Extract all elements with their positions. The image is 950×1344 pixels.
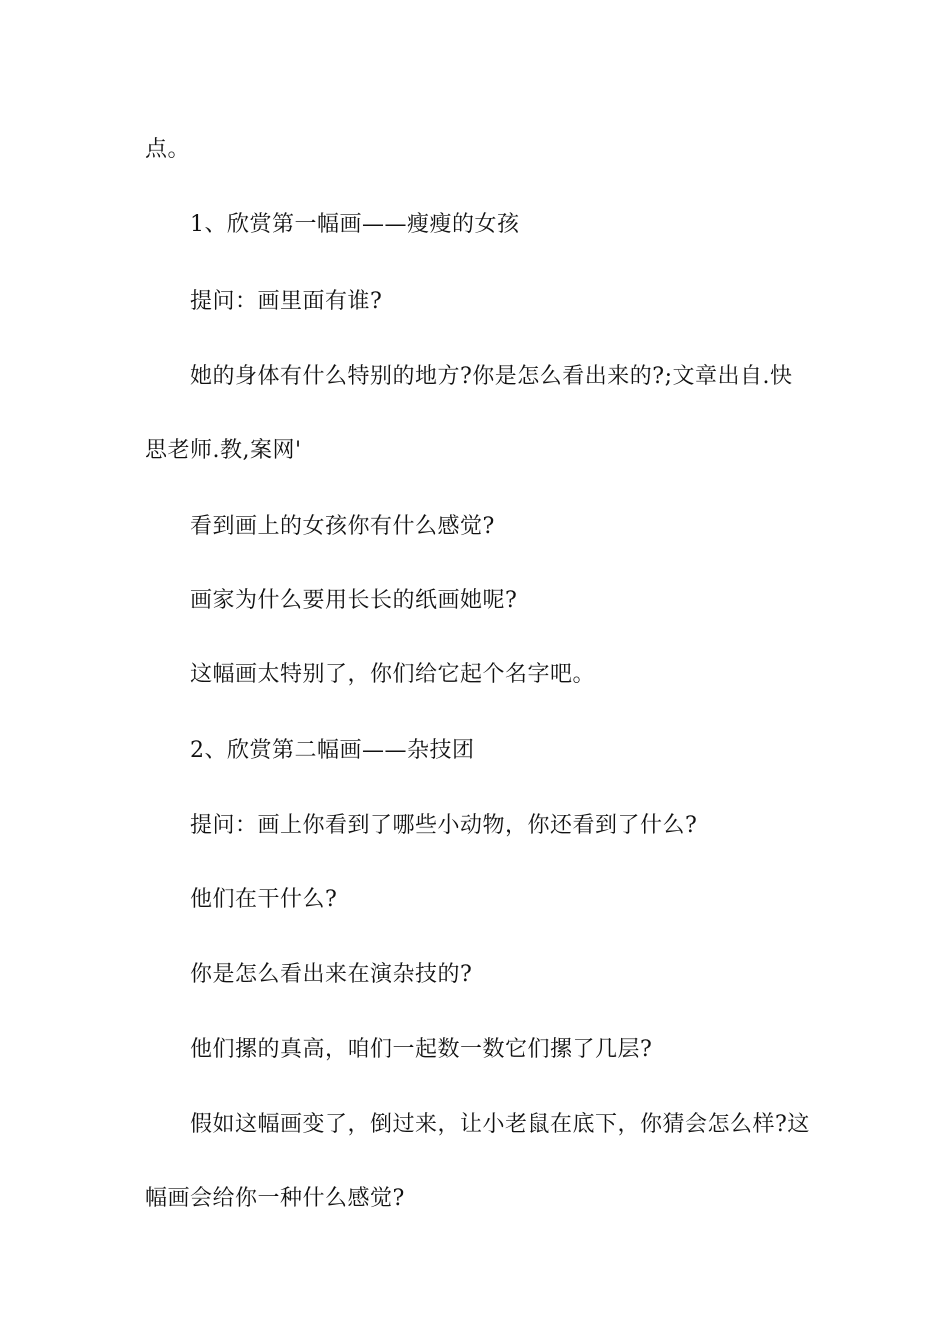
question-paragraph: 她的身体有什么特别的地方?你是怎么看出来的?;文章出自.快 [190,364,793,389]
question-paragraph: 这幅画太特别了，你们给它起个名字吧。 [190,662,596,687]
question-paragraph-continued: 思老师.教,案网' [145,438,302,463]
question-paragraph-continued: 幅画会给你一种什么感觉? [145,1186,405,1211]
question-paragraph: 他们在干什么? [190,887,338,912]
question-paragraph: 你是怎么看出来在演杂技的? [190,962,473,987]
question-paragraph: 他们摞的真高，咱们一起数一数它们摞了几层? [190,1037,653,1062]
question-paragraph: 看到画上的女孩你有什么感觉? [190,514,495,539]
section-heading-2: 2、欣赏第二幅画——杂技团 [190,738,475,763]
paragraph-fragment: 点。 [145,137,191,162]
question-paragraph: 假如这幅画变了，倒过来，让小老鼠在底下，你猜会怎么样?这 [190,1112,810,1137]
question-paragraph: 提问：画上你看到了哪些小动物，你还看到了什么? [190,813,698,838]
section-heading-1: 1、欣赏第一幅画——瘦瘦的女孩 [190,212,520,237]
question-paragraph: 提问：画里面有谁? [190,289,383,314]
question-paragraph: 画家为什么要用长长的纸画她呢? [190,588,518,613]
